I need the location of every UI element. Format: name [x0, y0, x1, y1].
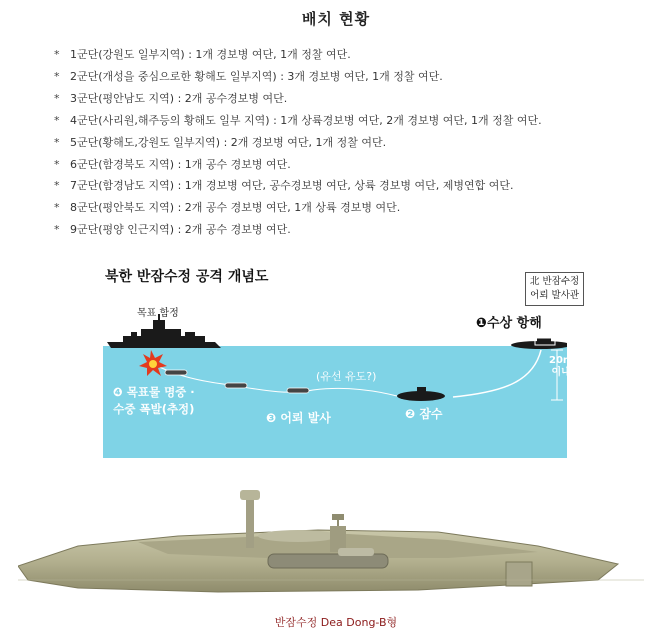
deployment-text: 6군단(함경북도 지역) : 1개 공수 경보병 여단. — [70, 157, 291, 171]
deployment-item — [54, 132, 542, 154]
bullet-marker: * — [54, 113, 60, 127]
bullet-marker: * — [54, 179, 60, 193]
mast — [246, 498, 254, 548]
bullet-marker: * — [54, 91, 60, 105]
deployment-list — [54, 44, 542, 241]
step4-label — [113, 384, 195, 418]
depth-label-line1: 20m — [549, 355, 574, 366]
bullet-marker: * — [54, 223, 60, 237]
bullet-marker: * — [54, 157, 60, 171]
guide-label: (유선 유도?) — [316, 370, 377, 383]
deployment-text: 3군단(평안남도 지역) : 2개 공수경보병 여단. — [70, 91, 288, 105]
bullet-marker: * — [54, 48, 60, 61]
attack-concept-diagram — [103, 262, 580, 462]
deployment-item — [54, 110, 542, 132]
step2-label: ❷ 잠수 — [405, 407, 443, 421]
bullet-marker: * — [54, 69, 60, 83]
deployment-item — [54, 175, 542, 197]
step1-label: ❶수상 항해 — [476, 316, 542, 331]
step3-label: ❸ 어뢰 발사 — [266, 411, 331, 425]
deployment-text: 5군단(황해도,강원도 일부지역) : 2개 경보병 여단, 1개 정찰 여단. — [70, 135, 387, 149]
diagram-title: 북한 반잠수정 공격 개념도 — [105, 269, 269, 285]
semi-submersible-illustration — [18, 484, 644, 604]
page-title: 배치 현황 — [301, 10, 371, 28]
diagram-graphic — [103, 262, 567, 462]
deployment-item — [54, 154, 542, 176]
mast-top — [240, 490, 260, 500]
figure-caption: 반잠수정 Dea Dong-B형 — [274, 616, 398, 629]
hatch — [506, 562, 532, 586]
deployment-item — [54, 66, 542, 88]
deployment-text: 8군단(평안북도 지역) : 2개 공수 경보병 여단, 1개 상륙 경보병 여단. — [70, 201, 401, 215]
surface-submarine — [511, 338, 567, 349]
launcher-label-line1: 北 반잠수정 — [530, 276, 580, 287]
step4-label-line1: ❹ 목표물 명중 · — [113, 385, 195, 399]
target-ship — [107, 314, 221, 348]
target-ship-label: 목표 함정 — [137, 308, 179, 319]
submarine-drawing — [18, 484, 644, 604]
deployment-text: 1군단(강원도 일부지역) : 1개 경보병 여단, 1개 정찰 여단. — [70, 48, 351, 61]
depth-label — [549, 355, 573, 379]
launcher-label-line2: 어뢰 발사관 — [530, 290, 580, 301]
deployment-item — [54, 197, 542, 219]
torpedo-tube — [268, 554, 388, 568]
deployment-text: 9군단(평양 인근지역) : 2개 공수 경보병 여단. — [70, 223, 291, 237]
launcher-label — [525, 272, 584, 306]
dome — [258, 530, 338, 542]
deployment-item — [54, 44, 542, 66]
bullet-marker: * — [54, 135, 60, 149]
deployment-text: 2군단(개성을 중심으로한 황해도 일부지역) : 3개 경보병 여단, 1개 정찰 여단. — [70, 69, 443, 83]
deployment-text: 7군단(함경남도 지역) : 1개 경보병 여단, 공수경보병 여단, 상륙 경보병 여단, 제병연합 여단. — [70, 179, 514, 193]
bullet-marker: * — [54, 201, 60, 215]
step4-label-line2: 수중 폭발(추정) — [113, 402, 195, 416]
deployment-item — [54, 88, 542, 110]
radar — [332, 514, 344, 520]
deployment-text: 4군단(사리원,해주등의 황해도 일부 지역) : 1개 상륙경보병 여단, 2개 경보병 여단, 1개 정찰 여단. — [70, 113, 542, 127]
depth-label-line2: 이내 — [551, 367, 571, 378]
deployment-item — [54, 219, 542, 241]
